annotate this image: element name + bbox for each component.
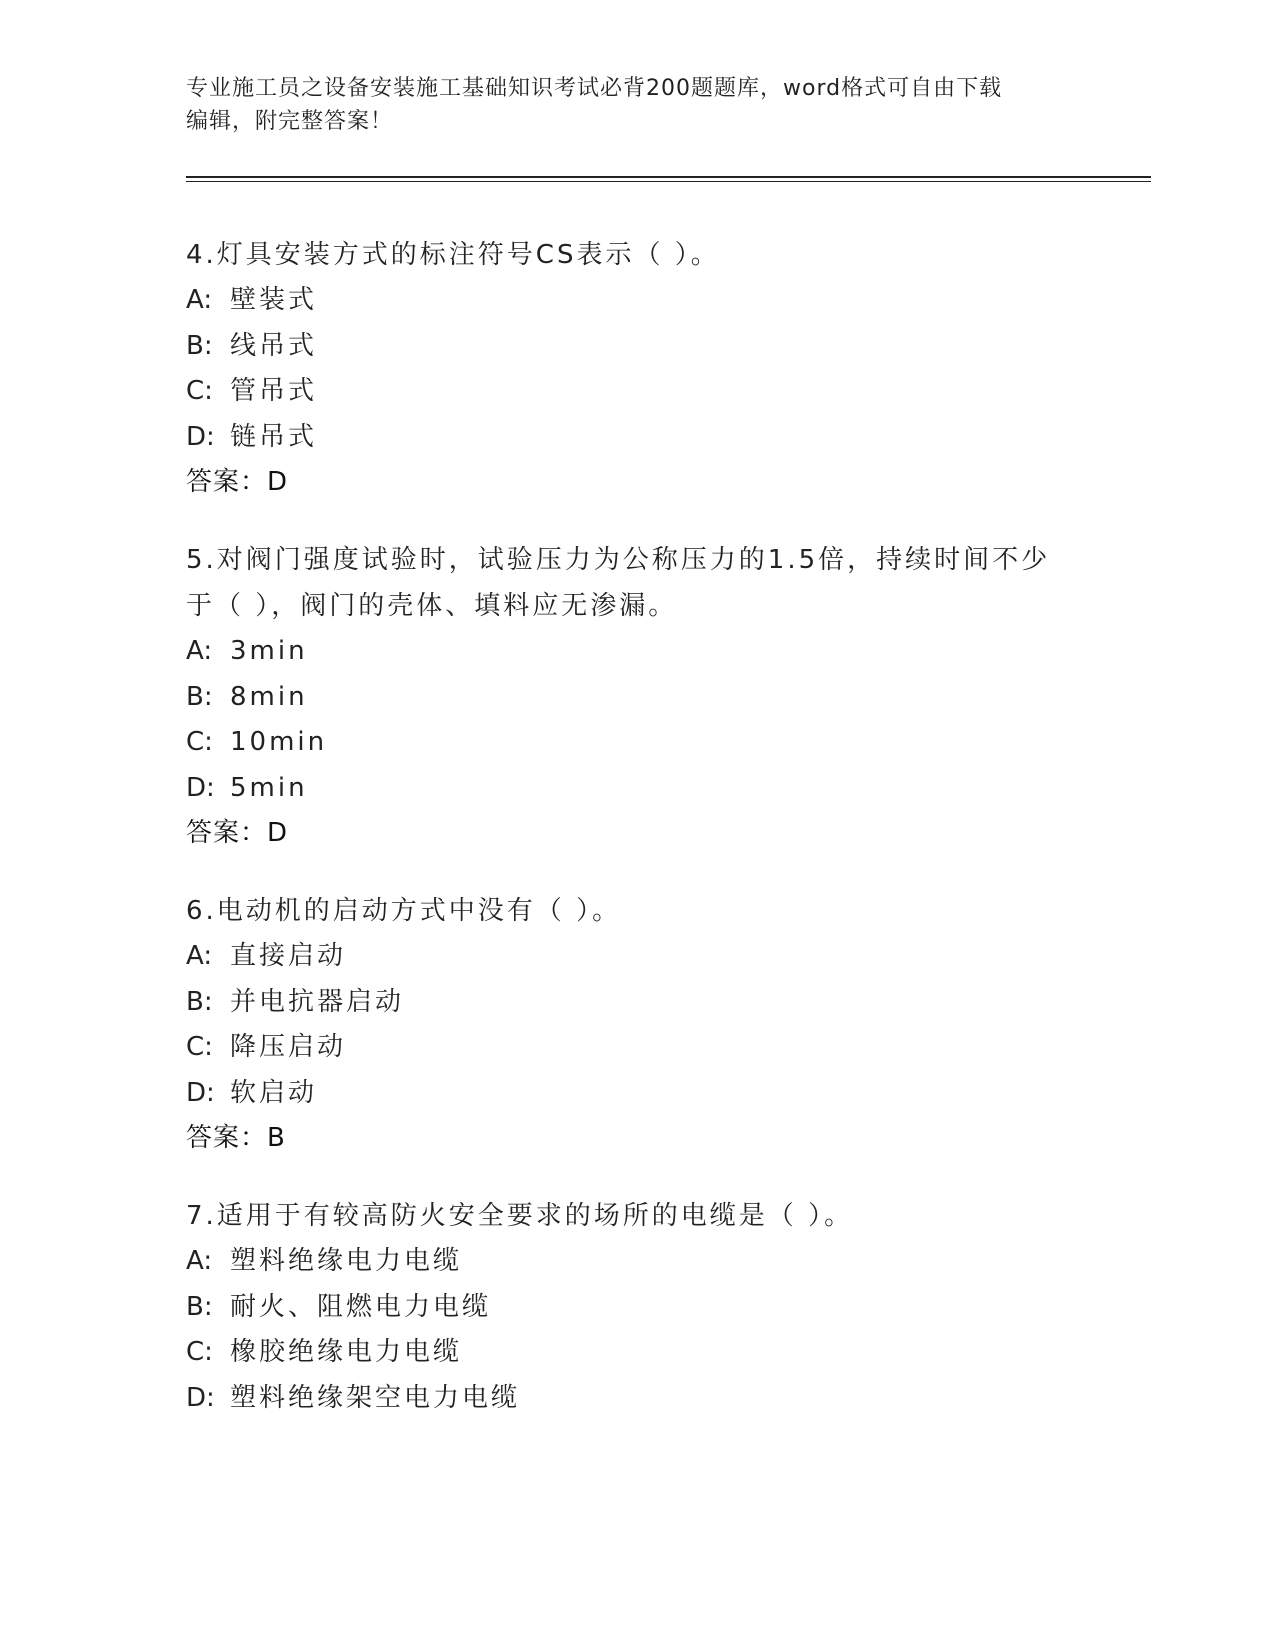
option-text: 壁装式 — [230, 285, 318, 315]
option-letter: A: — [186, 941, 213, 971]
option-letter: C: — [186, 727, 213, 757]
option-letter: C: — [186, 376, 213, 406]
option-d — [186, 1376, 1086, 1422]
question-6 — [186, 888, 1086, 1161]
option-letter: B: — [186, 986, 213, 1017]
header-line-2: 编辑，附完整答案！ — [186, 109, 394, 134]
question-stem: 5.对阀门强度试验时，试验压力为公称压力的1.5倍，持续时间不少 — [186, 545, 1051, 575]
option-letter: B: — [186, 330, 213, 361]
option-text: 管吊式 — [230, 376, 318, 406]
option-letter: B: — [186, 1291, 213, 1322]
question-stem: 4.灯具安装方式的标注符号CS表示（ ）。 — [186, 240, 720, 270]
option-text: 直接启动 — [230, 941, 347, 971]
option-c — [186, 1330, 1086, 1376]
option-text: 3min — [230, 636, 308, 666]
question-stem-continued: 于（ ），阀门的壳体、填料应无渗漏。 — [186, 591, 678, 621]
option-d — [186, 766, 1086, 812]
option-b — [186, 1285, 1086, 1331]
option-c — [186, 720, 1086, 766]
option-d — [186, 1071, 1086, 1117]
option-text: 软启动 — [230, 1077, 318, 1108]
option-b — [186, 980, 1086, 1026]
option-letter: B: — [186, 681, 213, 712]
option-text: 并电抗器启动 — [230, 986, 405, 1017]
option-text: 耐火、阻燃电力电缆 — [230, 1291, 492, 1322]
option-text: 8min — [230, 681, 308, 712]
question-7 — [186, 1193, 1086, 1421]
option-text: 橡胶绝缘电力电缆 — [230, 1337, 463, 1367]
option-letter: A: — [186, 1246, 213, 1276]
header-line-1: 专业施工员之设备安装施工基础知识考试必背200题题库，word格式可自由下载 — [186, 76, 1003, 101]
option-a — [186, 1239, 1086, 1285]
option-a — [186, 934, 1086, 980]
option-text: 塑料绝缘电力电缆 — [230, 1246, 463, 1276]
option-letter: C: — [186, 1337, 213, 1367]
option-b — [186, 675, 1086, 721]
option-letter: D: — [186, 421, 215, 452]
option-c — [186, 369, 1086, 415]
option-a — [186, 629, 1086, 675]
option-text: 塑料绝缘架空电力电缆 — [230, 1382, 521, 1413]
option-text: 5min — [230, 772, 308, 803]
answer-line: 答案：B — [186, 1123, 286, 1153]
option-a — [186, 278, 1086, 324]
option-text: 链吊式 — [230, 421, 318, 452]
option-c — [186, 1025, 1086, 1071]
header-divider-thick — [186, 176, 1151, 178]
option-letter: D: — [186, 1382, 215, 1413]
question-list — [186, 232, 1086, 1453]
option-d — [186, 415, 1086, 461]
question-stem: 7.适用于有较高防火安全要求的场所的电缆是（ ）。 — [186, 1201, 854, 1231]
question-5 — [186, 537, 1086, 856]
option-text: 线吊式 — [230, 330, 318, 361]
option-b — [186, 324, 1086, 370]
answer-line: 答案：D — [186, 467, 289, 497]
question-4 — [186, 232, 1086, 505]
option-letter: D: — [186, 772, 215, 803]
option-letter: D: — [186, 1077, 215, 1108]
option-text: 降压启动 — [230, 1032, 347, 1062]
question-stem: 6.电动机的启动方式中没有（ ）。 — [186, 896, 622, 926]
option-text: 10min — [230, 727, 328, 757]
document-header — [186, 72, 1086, 138]
option-letter: C: — [186, 1032, 213, 1062]
option-letter: A: — [186, 285, 213, 315]
header-divider-thin — [186, 181, 1151, 182]
option-letter: A: — [186, 636, 213, 666]
answer-line: 答案：D — [186, 818, 289, 848]
